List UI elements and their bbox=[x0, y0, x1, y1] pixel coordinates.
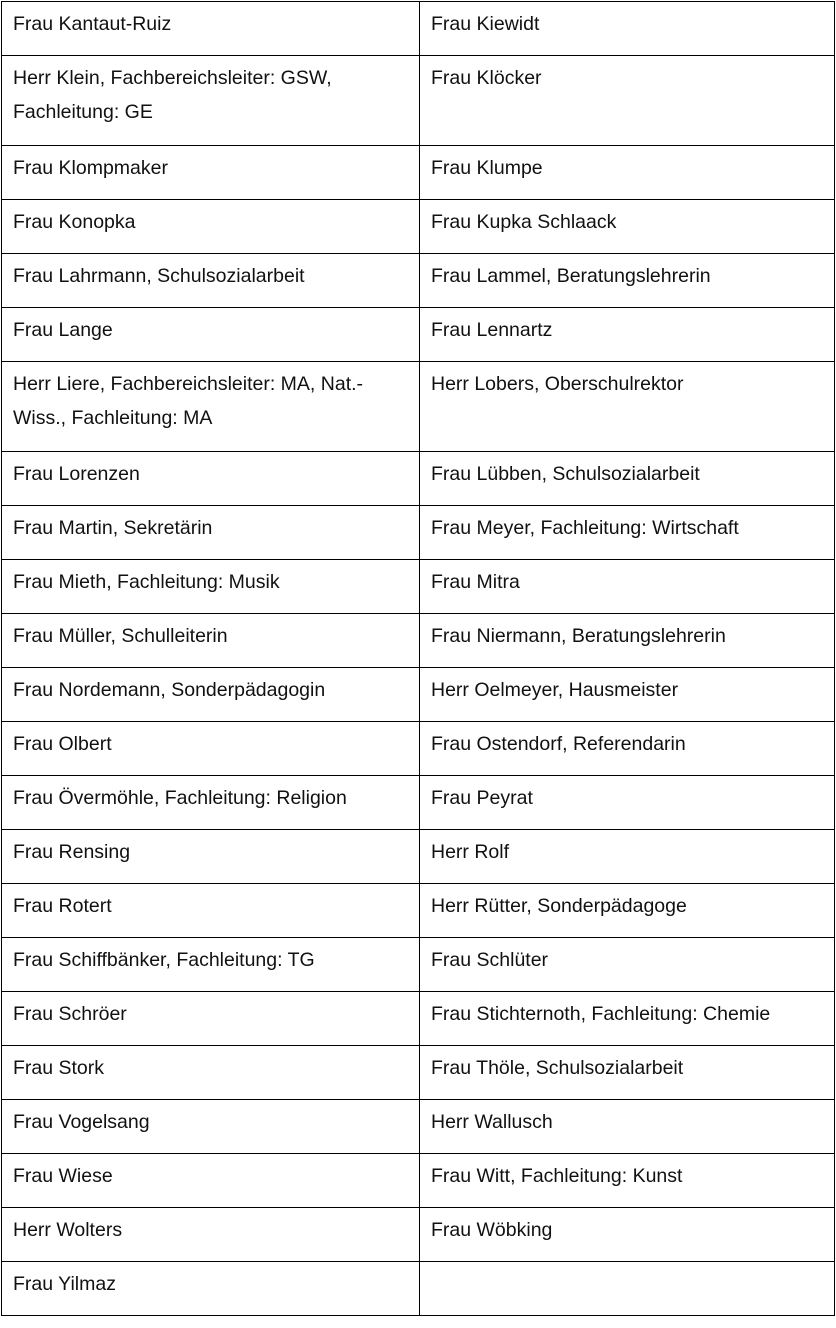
table-cell-left: Frau Vogelsang bbox=[2, 1100, 420, 1154]
table-cell-right: Frau Lübben, Schulsozialarbeit bbox=[420, 452, 835, 506]
table-cell-right: Frau Stichternoth, Fachleitung: Chemie bbox=[420, 992, 835, 1046]
table-cell-left: Frau Rotert bbox=[2, 884, 420, 938]
table-row bbox=[2, 308, 835, 362]
table-cell-left: Frau Martin, Sekretärin bbox=[2, 506, 420, 560]
table-cell-left: Frau Rensing bbox=[2, 830, 420, 884]
table-row bbox=[2, 2, 835, 56]
table-cell-right: Herr Wallusch bbox=[420, 1100, 835, 1154]
table-cell-right: Frau Ostendorf, Referendarin bbox=[420, 722, 835, 776]
table-cell-right bbox=[420, 1262, 835, 1316]
table-row bbox=[2, 1262, 835, 1316]
table-cell-right: Frau Meyer, Fachleitung: Wirtschaft bbox=[420, 506, 835, 560]
table-row bbox=[2, 1046, 835, 1100]
table-cell-left: Herr Liere, Fachbereichsleiter: MA, Nat.-Wiss., Fachleitung: MA bbox=[2, 362, 420, 452]
table-cell-left: Frau Mieth, Fachleitung: Musik bbox=[2, 560, 420, 614]
table-cell-left: Frau Wiese bbox=[2, 1154, 420, 1208]
table-row bbox=[2, 884, 835, 938]
table-row bbox=[2, 830, 835, 884]
table-cell-right: Frau Lammel, Beratungslehrerin bbox=[420, 254, 835, 308]
table-cell-left: Frau Lange bbox=[2, 308, 420, 362]
table-cell-right: Herr Rolf bbox=[420, 830, 835, 884]
table-cell-right: Frau Kiewidt bbox=[420, 2, 835, 56]
table-row bbox=[2, 506, 835, 560]
table-row bbox=[2, 56, 835, 146]
table-row bbox=[2, 668, 835, 722]
table-cell-right: Frau Wöbking bbox=[420, 1208, 835, 1262]
table-cell-right: Frau Lennartz bbox=[420, 308, 835, 362]
table-row bbox=[2, 146, 835, 200]
table-cell-left: Herr Klein, Fachbereichsleiter: GSW, Fachleitung: GE bbox=[2, 56, 420, 146]
table-cell-left: Frau Yilmaz bbox=[2, 1262, 420, 1316]
table-row bbox=[2, 1208, 835, 1262]
table-row bbox=[2, 200, 835, 254]
table-row bbox=[2, 1100, 835, 1154]
table-cell-left: Herr Wolters bbox=[2, 1208, 420, 1262]
table-cell-left: Frau Kantaut-Ruiz bbox=[2, 2, 420, 56]
table-row bbox=[2, 938, 835, 992]
table-cell-right: Frau Klumpe bbox=[420, 146, 835, 200]
table-cell-left: Frau Övermöhle, Fachleitung: Religion bbox=[2, 776, 420, 830]
table-row bbox=[2, 362, 835, 452]
table-cell-right: Frau Mitra bbox=[420, 560, 835, 614]
table-cell-right: Frau Witt, Fachleitung: Kunst bbox=[420, 1154, 835, 1208]
table-cell-right: Frau Klöcker bbox=[420, 56, 835, 146]
table-row bbox=[2, 776, 835, 830]
table-cell-right: Frau Kupka Schlaack bbox=[420, 200, 835, 254]
table-row bbox=[2, 254, 835, 308]
table-cell-left: Frau Müller, Schulleiterin bbox=[2, 614, 420, 668]
table-row bbox=[2, 1154, 835, 1208]
table-cell-left: Frau Lahrmann, Schulsozialarbeit bbox=[2, 254, 420, 308]
table-cell-left: Frau Stork bbox=[2, 1046, 420, 1100]
table-cell-left: Frau Konopka bbox=[2, 200, 420, 254]
table-cell-right: Frau Thöle, Schulsozialarbeit bbox=[420, 1046, 835, 1100]
table-cell-right: Frau Niermann, Beratungslehrerin bbox=[420, 614, 835, 668]
table-cell-left: Frau Nordemann, Sonderpädagogin bbox=[2, 668, 420, 722]
table-cell-right: Herr Lobers, Oberschulrektor bbox=[420, 362, 835, 452]
table-row bbox=[2, 452, 835, 506]
table-cell-right: Frau Peyrat bbox=[420, 776, 835, 830]
table-cell-left: Frau Schröer bbox=[2, 992, 420, 1046]
table-cell-right: Herr Oelmeyer, Hausmeister bbox=[420, 668, 835, 722]
table-row bbox=[2, 722, 835, 776]
table-row bbox=[2, 992, 835, 1046]
table-cell-left: Frau Olbert bbox=[2, 722, 420, 776]
table-cell-left: Frau Schiffbänker, Fachleitung: TG bbox=[2, 938, 420, 992]
table-cell-right: Frau Schlüter bbox=[420, 938, 835, 992]
table-cell-left: Frau Lorenzen bbox=[2, 452, 420, 506]
table-cell-left: Frau Klompmaker bbox=[2, 146, 420, 200]
table-row bbox=[2, 560, 835, 614]
table-row bbox=[2, 614, 835, 668]
table-cell-right: Herr Rütter, Sonderpädagoge bbox=[420, 884, 835, 938]
staff-table bbox=[1, 1, 835, 1316]
